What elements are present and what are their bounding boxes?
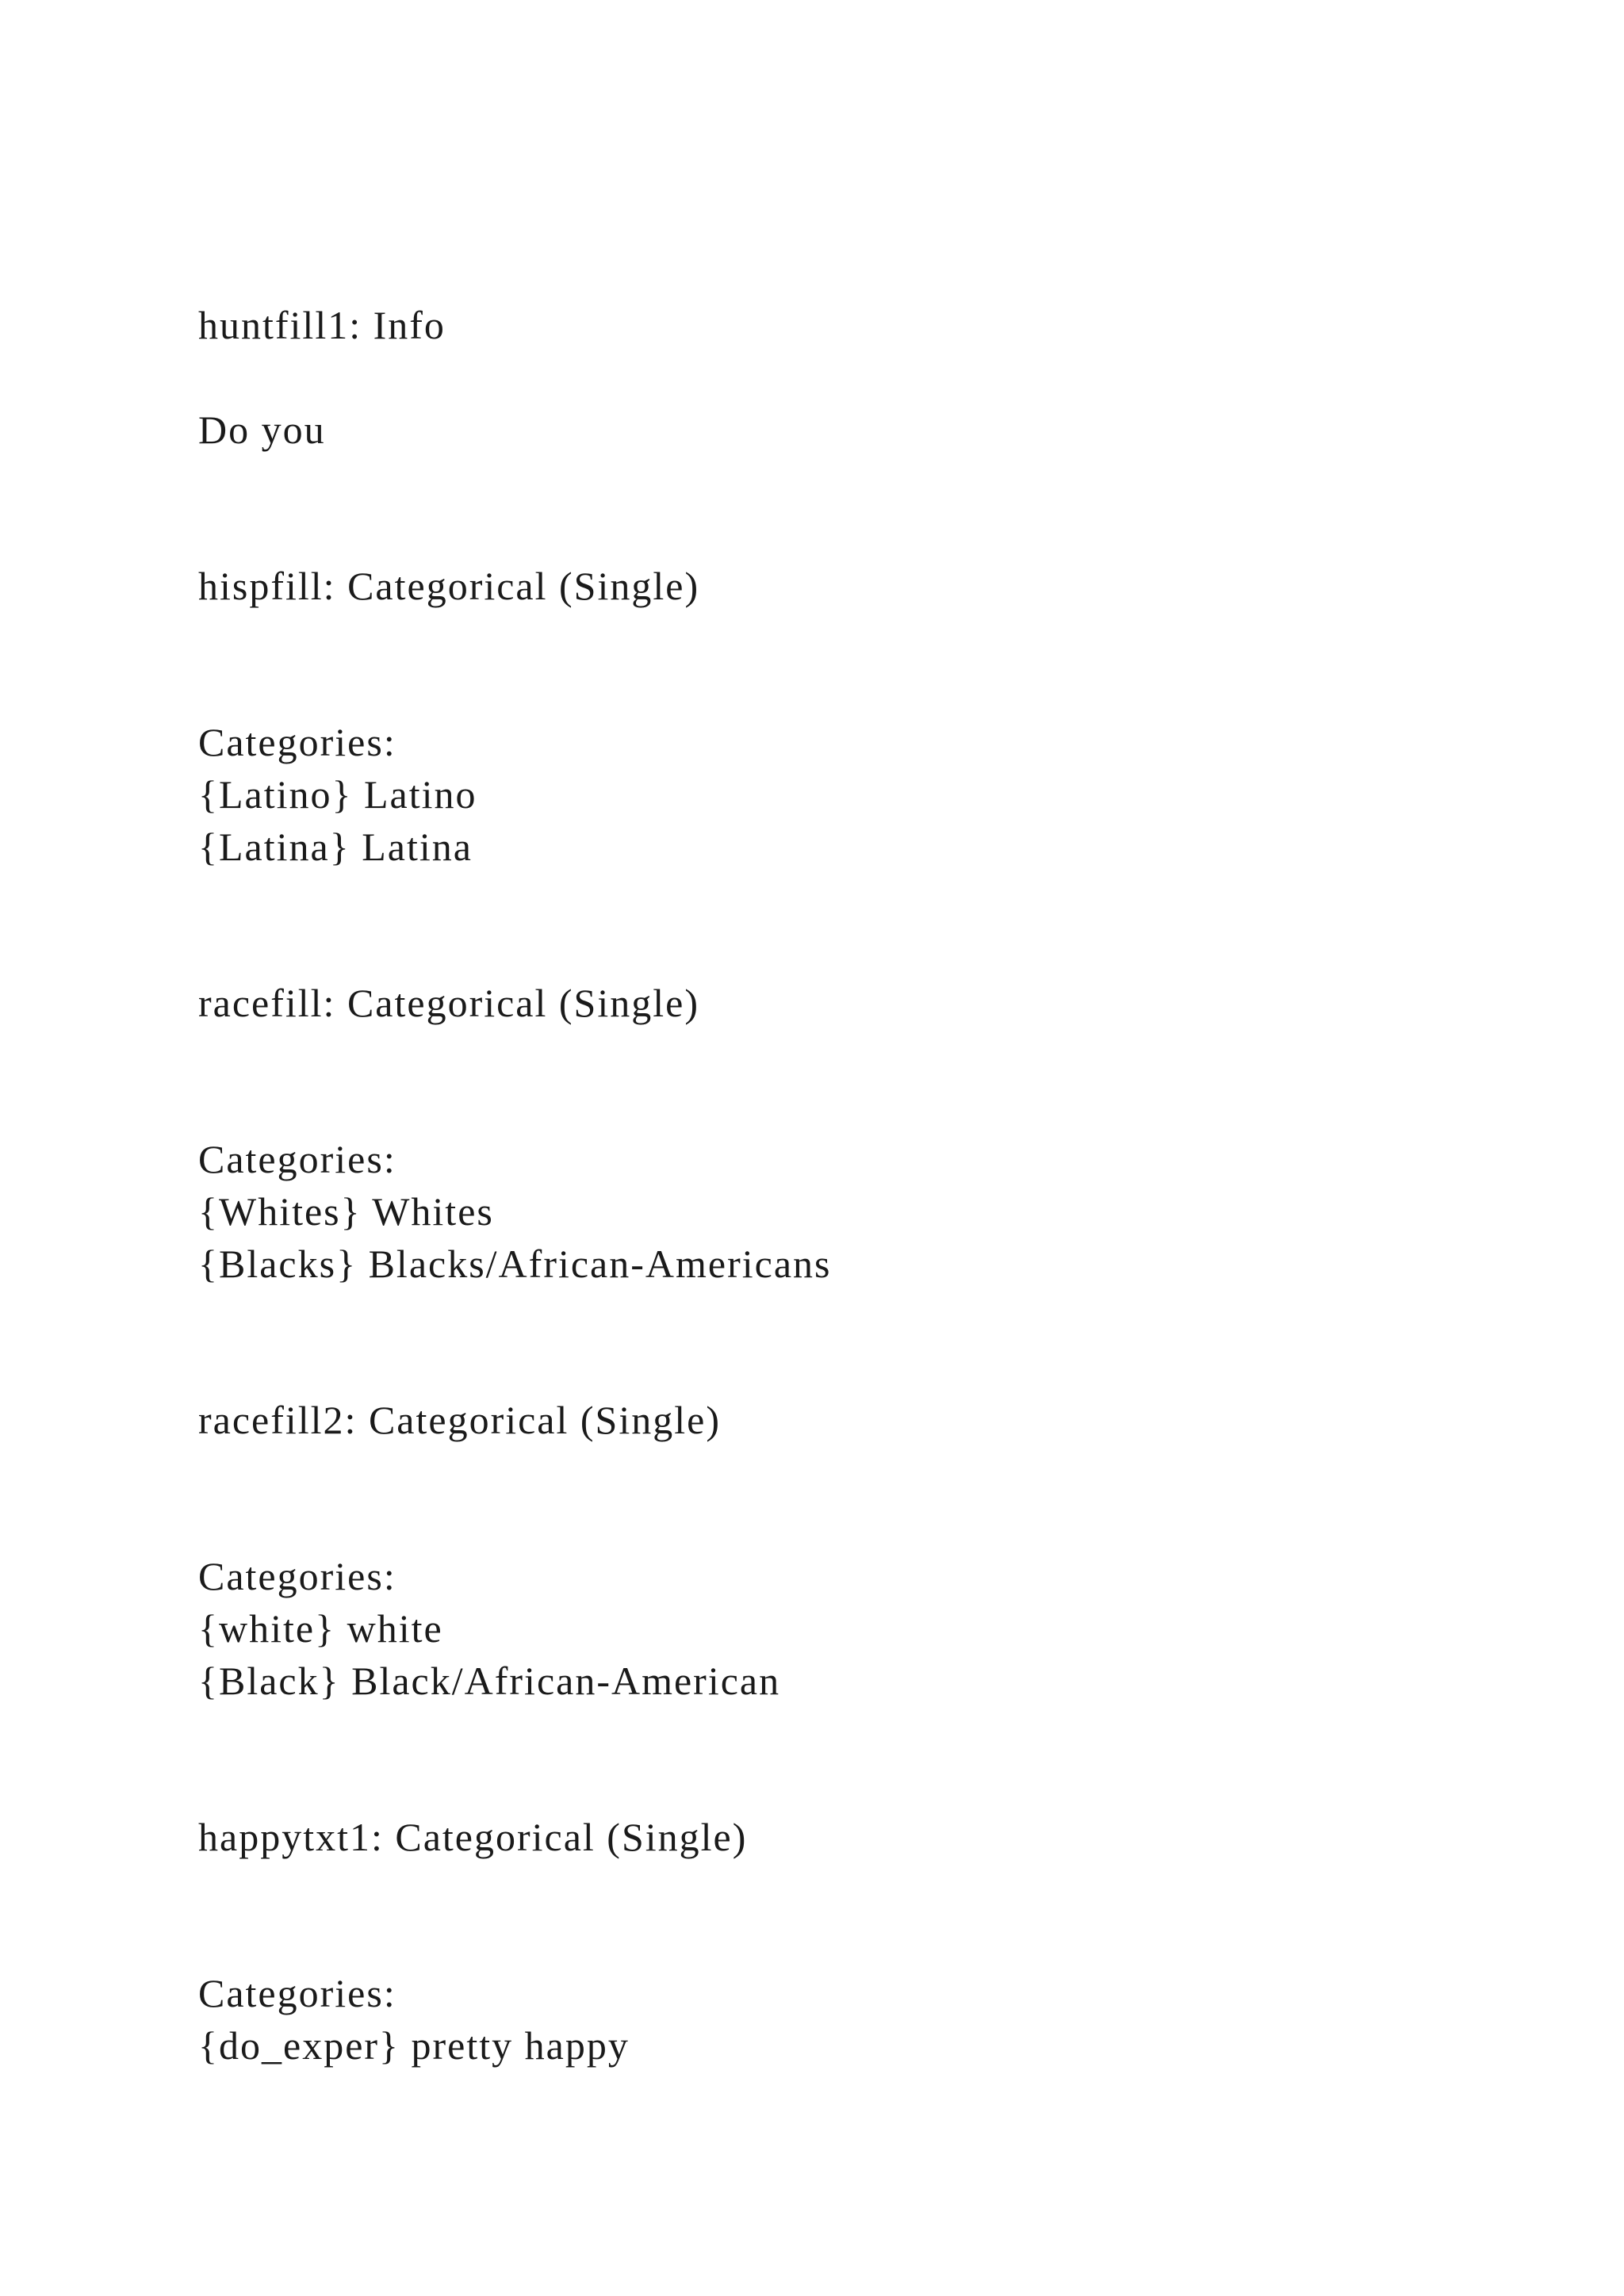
category-item: {Black} Black/African-American bbox=[198, 1659, 781, 1703]
variable-heading-racefill: racefill: Categorical (Single) bbox=[198, 981, 699, 1025]
variable-heading-hispfill: hispfill: Categorical (Single) bbox=[198, 564, 700, 608]
variable-heading-huntfill1: huntfill1: Info bbox=[198, 303, 446, 347]
question-text: Do you bbox=[198, 408, 326, 452]
variable-heading-happytxt1: happytxt1: Categorical (Single) bbox=[198, 1815, 748, 1859]
category-item: {white} white bbox=[198, 1606, 443, 1651]
variable-heading-racefill2: racefill2: Categorical (Single) bbox=[198, 1398, 721, 1442]
category-item: {Whites} Whites bbox=[198, 1189, 494, 1234]
category-item: {Latino} Latino bbox=[198, 772, 477, 817]
categories-label: Categories: bbox=[198, 720, 396, 764]
categories-label: Categories: bbox=[198, 1971, 396, 2015]
category-item: {do_exper} pretty happy bbox=[198, 2023, 630, 2068]
category-item: {Blacks} Blacks/African-Americans bbox=[198, 1242, 832, 1286]
categories-label: Categories: bbox=[198, 1137, 396, 1181]
categories-label: Categories: bbox=[198, 1554, 396, 1598]
category-item: {Latina} Latina bbox=[198, 825, 473, 869]
